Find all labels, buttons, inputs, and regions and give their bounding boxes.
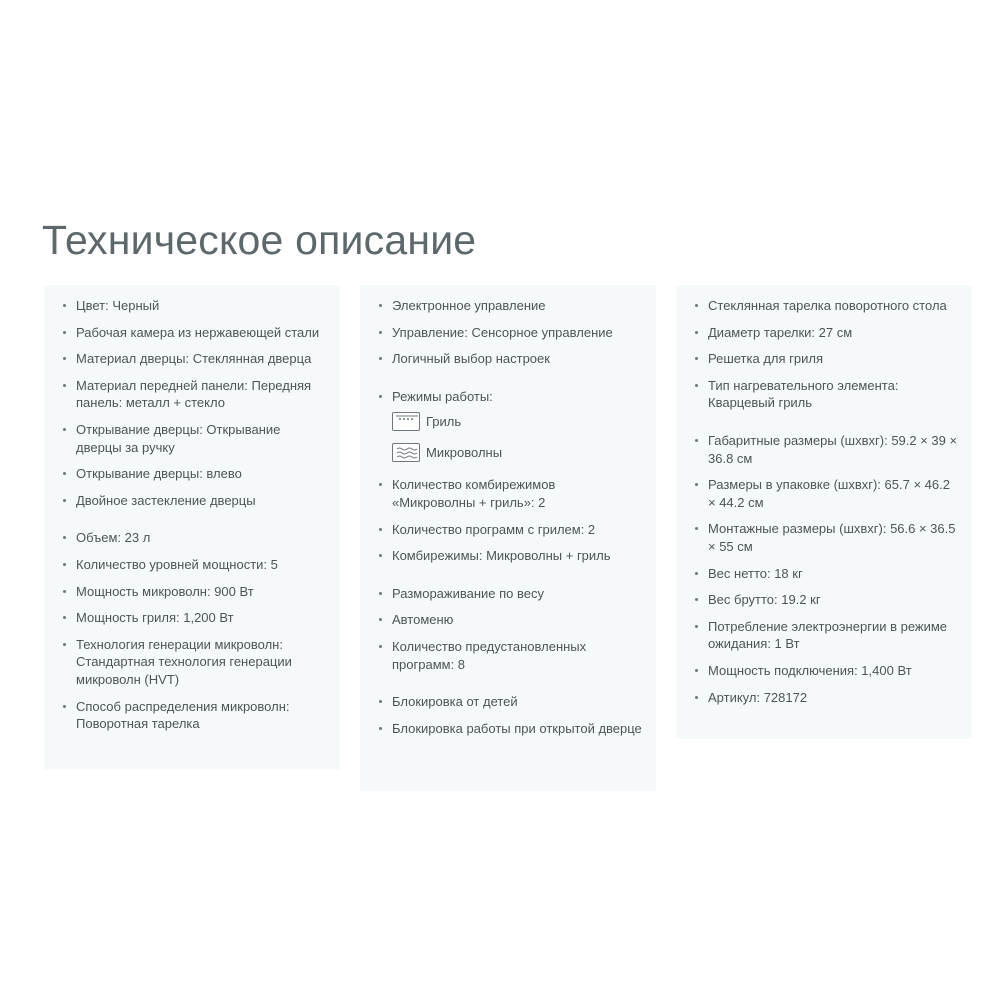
- list-item: Вес нетто: 18 кг: [676, 565, 972, 583]
- list-item: Количество комбирежимов «Микроволны + гриль»: 2: [360, 476, 656, 511]
- list-item: Комбирежимы: Микроволны + гриль: [360, 547, 656, 565]
- list-item: Мощность подключения: 1,400 Вт: [676, 662, 972, 680]
- list-item: Количество предустановленных программ: 8: [360, 638, 656, 673]
- spec-list: [676, 297, 972, 706]
- list-item: Потребление электроэнергии в режиме ожидания: 1 Вт: [676, 618, 972, 653]
- mode-label: Гриль: [426, 413, 462, 429]
- mode-microwave: [392, 442, 642, 462]
- list-item: Решетка для гриля: [676, 350, 972, 368]
- list-item: Логичный выбор настроек: [360, 350, 656, 368]
- list-item: Способ распределения микроволн: Поворотная тарелка: [44, 698, 340, 733]
- list-item: Артикул: 728172: [676, 689, 972, 707]
- list-item: Вес брутто: 19.2 кг: [676, 591, 972, 609]
- list-item: Управление: Сенсорное управление: [360, 324, 656, 342]
- list-item: Рабочая камера из нержавеющей стали: [44, 324, 340, 342]
- list-item: Материал передней панели: Передняя панель: металл + стекло: [44, 377, 340, 412]
- list-item: Диаметр тарелки: 27 см: [676, 324, 972, 342]
- grill-icon: [392, 412, 420, 431]
- list-item: Автоменю: [360, 611, 656, 629]
- list-item: Мощность гриля: 1,200 Вт: [44, 609, 340, 627]
- spec-column-general: [44, 285, 340, 769]
- list-item: Размораживание по весу: [360, 585, 656, 603]
- spec-column-dimensions: [676, 285, 972, 739]
- list-item: Монтажные размеры (шхвхг): 56.6 × 36.5 × 55 см: [676, 520, 972, 555]
- list-item: Материал дверцы: Стеклянная дверца: [44, 350, 340, 368]
- list-item: Количество программ с грилем: 2: [360, 521, 656, 539]
- list-item: Мощность микроволн: 900 Вт: [44, 583, 340, 601]
- list-item: Открывание дверцы: Открывание дверцы за ручку: [44, 421, 340, 456]
- list-item: Габаритные размеры (шхвхг): 59.2 × 39 × 36.8 см: [676, 432, 972, 467]
- operating-modes: [360, 388, 656, 463]
- list-item: Стеклянная тарелка поворотного стола: [676, 297, 972, 315]
- list-item: Тип нагревательного элемента: Кварцевый гриль: [676, 377, 972, 412]
- list-item: Электронное управление: [360, 297, 656, 315]
- mode-label: Микроволны: [426, 444, 503, 460]
- list-item: Открывание дверцы: влево: [44, 465, 340, 483]
- list-item: Цвет: Черный: [44, 297, 340, 315]
- page-title: Техническое описание: [42, 217, 477, 263]
- list-item: Объем: 23 л: [44, 529, 340, 547]
- spec-list: [44, 297, 340, 733]
- list-item: Технология генерации микроволн: Стандартная технология генерации микроволн (HVT): [44, 636, 340, 689]
- list-item: Количество уровней мощности: 5: [44, 556, 340, 574]
- list-item: Блокировка от детей: [360, 693, 656, 711]
- spec-column-controls: [360, 285, 656, 791]
- modes-heading: Режимы работы:: [392, 388, 493, 404]
- list-item: Блокировка работы при открытой дверце: [360, 720, 656, 738]
- microwave-icon: [392, 443, 420, 462]
- list-item: Размеры в упаковке (шхвхг): 65.7 × 46.2 × 44.2 см: [676, 476, 972, 511]
- list-item: Двойное застекление дверцы: [44, 492, 340, 510]
- mode-grill: [392, 411, 642, 431]
- spec-list: [360, 297, 656, 737]
